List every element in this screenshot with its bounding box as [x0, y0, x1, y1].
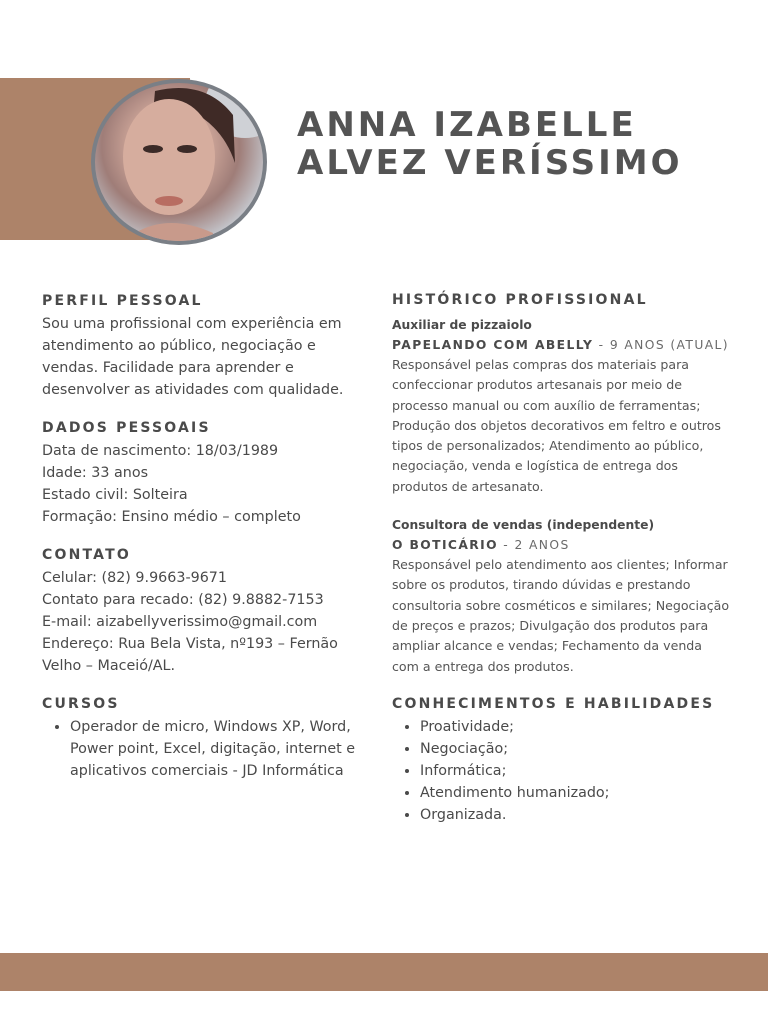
- contato-heading: CONTATO: [42, 547, 131, 563]
- age-line: Idade: 33 anos: [42, 465, 149, 481]
- list-item: • Atendimento humanizado;: [420, 782, 732, 804]
- dados-list: [42, 440, 364, 528]
- list-item: • Operador de micro, Windows XP, Word, Power point, Excel, digitação, internet e aplicativos comerciais - JD Informática: [70, 716, 364, 782]
- job-description: Responsável pelo atendimento aos clientes; Informar sobre os produtos, tirando dúvidas e prestando consultoria sobre cosméticos e similares; Negociação de preços e prazos; Divulgação dos produtos para ampliar alcance e vendas; Fechamento da venda com a entrega dos produtos.: [392, 557, 730, 674]
- job-role: Auxiliar de pizzaiolo: [392, 318, 532, 332]
- email-line: E-mail: aizabellyverissimo@gmail.com: [42, 614, 318, 630]
- message-phone-line: Contato para recado: (82) 9.8882-7153: [42, 592, 324, 608]
- job-separator: -: [593, 338, 610, 352]
- job-entry: [392, 515, 732, 677]
- profile-photo: [91, 79, 267, 245]
- birth-date-line: Data de nascimento: 18/03/1989: [42, 443, 279, 459]
- footer-accent-bar: [0, 953, 768, 991]
- job-duration: 9 ANOS (ATUAL): [609, 338, 729, 352]
- list-item: • Negociação;: [420, 738, 732, 760]
- list-item: • Proatividade;: [420, 716, 732, 738]
- job-separator: -: [497, 538, 515, 553]
- perfil-text: Sou uma profissional com experiência em atendimento ao público, negociação e vendas. Facilidade para aprender e desenvolver as atividades com qualidade.: [42, 316, 344, 398]
- cursos-list: [42, 716, 364, 782]
- profile-photo-image: [95, 83, 263, 241]
- job-company: O BOTICÁRIO: [392, 538, 498, 553]
- list-item: • Organizada.: [420, 804, 732, 826]
- dados-heading: DADOS PESSOAIS: [42, 420, 211, 436]
- job-entry: [392, 315, 732, 497]
- address-line: Endereço: Rua Bela Vista, nº193 – Fernão Velho – Maceió/AL.: [42, 636, 338, 674]
- name-line-1: ANNA IZABELLE: [297, 105, 637, 145]
- historico-heading: HISTÓRICO PROFISSIONAL: [392, 292, 648, 308]
- contato-list: [42, 567, 364, 677]
- left-column: [42, 292, 364, 782]
- perfil-heading: PERFIL PESSOAL: [42, 293, 203, 309]
- habilidades-heading: CONHECIMENTOS E HABILIDADES: [392, 695, 715, 712]
- candidate-name: [297, 106, 683, 182]
- marital-status-line: Estado civil: Solteira: [42, 487, 188, 503]
- name-line-2: ALVEZ VERÍSSIMO: [297, 143, 683, 183]
- habilidades-list: [392, 716, 732, 826]
- right-column: [392, 291, 732, 826]
- education-line: Formação: Ensino médio – completo: [42, 509, 301, 525]
- job-duration: 2 ANOS: [514, 538, 570, 553]
- list-item: • Informática;: [420, 760, 732, 782]
- job-company: PAPELANDO COM ABELLY: [392, 338, 594, 352]
- phone-line: Celular: (82) 9.9663-9671: [42, 570, 227, 586]
- cursos-heading: CURSOS: [42, 696, 120, 712]
- job-role: Consultora de vendas (independente): [392, 518, 655, 533]
- job-company-line: [392, 535, 732, 555]
- job-description: Responsável pelas compras dos materiais para confeccionar produtos artesanais por meio de processo manual ou com auxílio de ferramentas; Produção dos objetos decorativos em feltro e outros tipos de personalizados; Atendimento ao público, negociação, venda e logística de entrega dos produtos de artesanato.: [392, 357, 721, 494]
- job-company-line: [392, 335, 732, 355]
